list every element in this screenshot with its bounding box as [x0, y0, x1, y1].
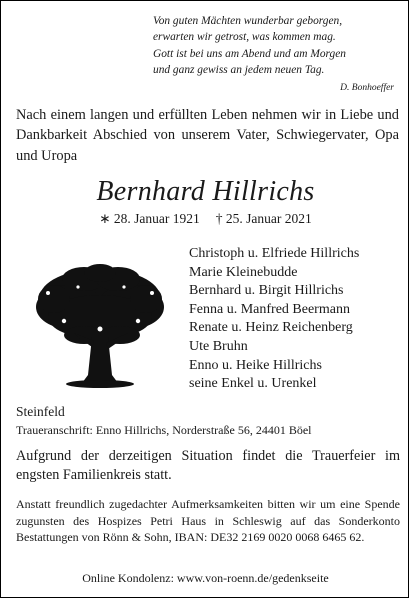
poem-line: Gott ist bei uns am Abend und am Morgen	[153, 47, 346, 60]
intro-text: Nach einem langen und erfüllten Leben nehmen wir in Liebe und Dankbarkeit Abschied von unserem Vater, Schwiegervater, Opa und Uropa	[16, 107, 399, 164]
poem-author: D. Bonhoeffer	[340, 82, 394, 93]
mourner-item: Ute Bruhn	[189, 338, 248, 354]
mourner-item: Fenna u. Manfred Beermann	[189, 301, 350, 317]
mourner-item: seine Enkel u. Urenkel	[189, 376, 317, 392]
donation-request: Anstatt freundlich zugedachter Aufmerksamkeiten bitten wir um eine Spende zugunsten des Hospizes Petri Haus in Schleswig auf das Sonderkonto Bestattungen von Rönn & Sohn, IBAN: DE32 2169 0020 0068 6465 62.	[16, 497, 400, 545]
mourner-item: Bernhard u. Birgit Hillrichs	[189, 283, 344, 299]
death-date: † 25. Januar 2021	[215, 211, 312, 226]
deceased-name: Bernhard Hillrichs	[96, 176, 315, 207]
poem-line: und ganz gewiss an jedem neuen Tag.	[153, 64, 325, 77]
mourning-address: Traueranschrift: Enno Hillrichs, Norderstraße 56, 24401 Böel	[16, 423, 312, 437]
online-condolence-link[interactable]: Online Kondolenz: www.von-roenn.de/gedenkseite	[82, 571, 329, 585]
mourner-item: Christoph u. Elfriede Hillrichs	[189, 246, 360, 261]
poem-quote	[153, 13, 398, 96]
poem-line: Von guten Mächten wunderbar geborgen,	[153, 15, 343, 27]
funeral-note: Aufgrund der derzeitigen Situation findet die Trauerfeier im engsten Familienkreis statt.	[16, 448, 400, 483]
life-dates	[1, 211, 410, 227]
mourner-item: Enno u. Heike Hillrichs	[189, 357, 322, 373]
mourner-item: Marie Kleinebudde	[189, 264, 298, 280]
place-name: Steinfeld	[16, 404, 65, 419]
mourner-item: Renate u. Heinz Reichenberg	[189, 320, 353, 336]
poem-line: erwarten wir getrost, was kommen mag.	[153, 31, 336, 44]
tree-icon	[34, 263, 166, 389]
birth-date: ∗ 28. Januar 1921	[99, 211, 200, 226]
mourners-list	[189, 245, 404, 394]
